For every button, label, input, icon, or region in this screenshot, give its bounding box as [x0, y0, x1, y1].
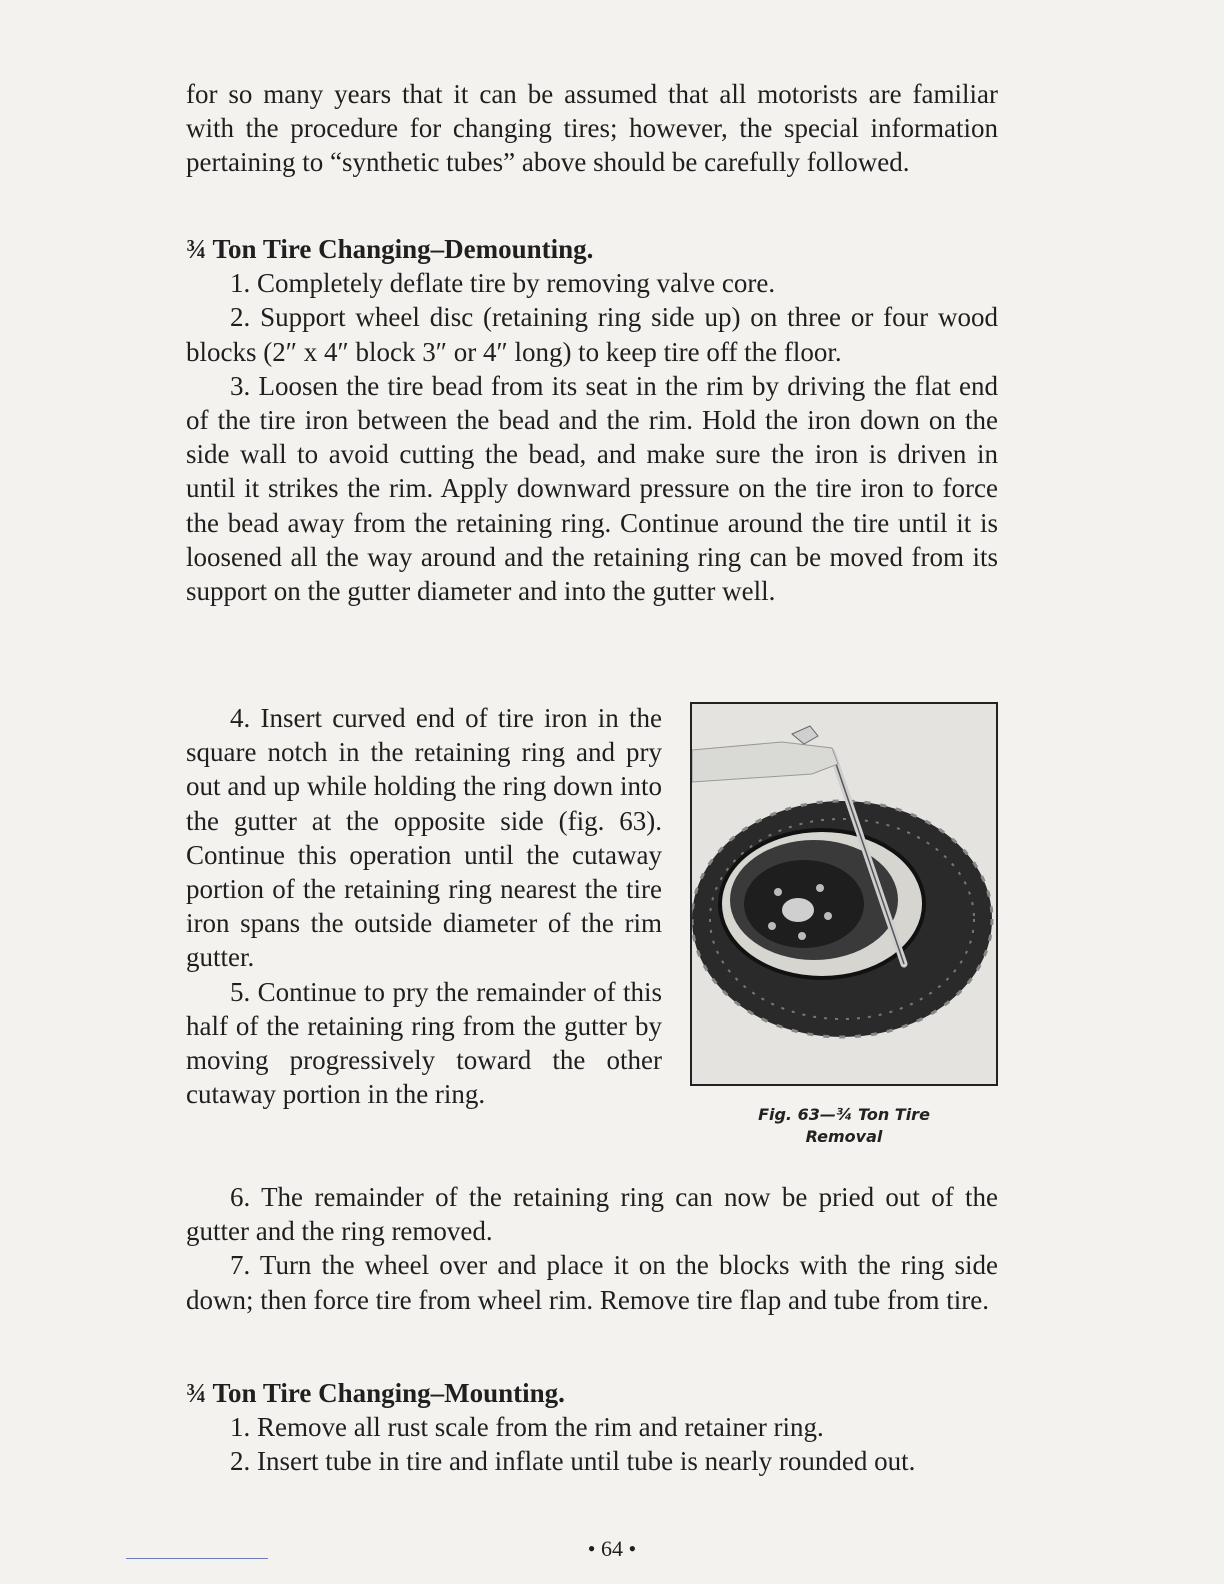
mounting-heading: ¾ Ton Tire Changing–Mounting.	[186, 1378, 565, 1408]
demount-step-5: 5. Continue to pry the remainder of this half of the retaining ring from the gutter by moving progressively toward the other cutaway portion in the ring.	[186, 976, 662, 1110]
demount-step-3: 3. Loosen the tire bead from its seat in the rim by driving the flat end of the tire iron between the bead and the rim. Hold the iron down on the side wall to avoid cutting the bead, and make sure the iron is driven in until it strikes the rim. Apply downward pressure on the tire iron to force the bead away from the retaining ring. Continue around the tire until it is loosened all the way around and the retaining ring can be moved from its support on the gutter diameter and into the gutter well.	[186, 370, 998, 607]
figure-caption-line-1: Fig. 63—¾ Ton Tire	[758, 1105, 930, 1124]
demounting-narrow-column	[186, 701, 662, 1111]
demount-step-6: 6. The remainder of the retaining ring can now be pried out of the gutter and the ring removed.	[186, 1182, 998, 1247]
demount-step-7: 7. Turn the wheel over and place it on the blocks with the ring side down; then force tire from wheel rim. Remove tire flap and tube from tire.	[186, 1250, 998, 1315]
figure-caption	[690, 1104, 998, 1148]
demounting-heading: ¾ Ton Tire Changing–Demounting.	[186, 234, 594, 264]
mount-step-2: 2. Insert tube in tire and inflate until tube is nearly rounded out.	[230, 1446, 916, 1477]
demount-step-4: 4. Insert curved end of tire iron in the square notch in the retaining ring and pry out and up while holding the ring down into the gutter at the opposite side (fig. 63). Continue this operation until the cutaway portion of the retaining ring nearest the tire iron spans the outside diameter of the rim gutter.	[186, 703, 662, 973]
tire-removal-figure	[690, 702, 998, 1086]
figure-caption-line-2: Removal	[805, 1127, 883, 1146]
demount-step-2: 2. Support wheel disc (retaining ring side up) on three or four wood blocks (2″ x 4″ block 3″ or 4″ long) to keep tire off the floor.	[186, 302, 998, 367]
page-number: • 64 •	[587, 1536, 637, 1561]
demounting-section	[186, 224, 998, 608]
mounting-section	[186, 1360, 998, 1479]
demount-step-1: 1. Completely deflate tire by removing valve core.	[230, 268, 776, 299]
tire-illustration	[692, 704, 996, 1084]
mount-step-1: 1. Remove all rust scale from the rim and retainer ring.	[230, 1412, 824, 1443]
demounting-continued	[186, 1180, 998, 1317]
intro-paragraph-block	[186, 77, 998, 180]
intro-paragraph: for so many years that it can be assumed that all motorists are familiar with the procedure for changing tires; however, the special information pertaining to “synthetic tubes” above should be carefully followed.	[186, 79, 998, 178]
bottom-rule	[126, 1558, 268, 1559]
